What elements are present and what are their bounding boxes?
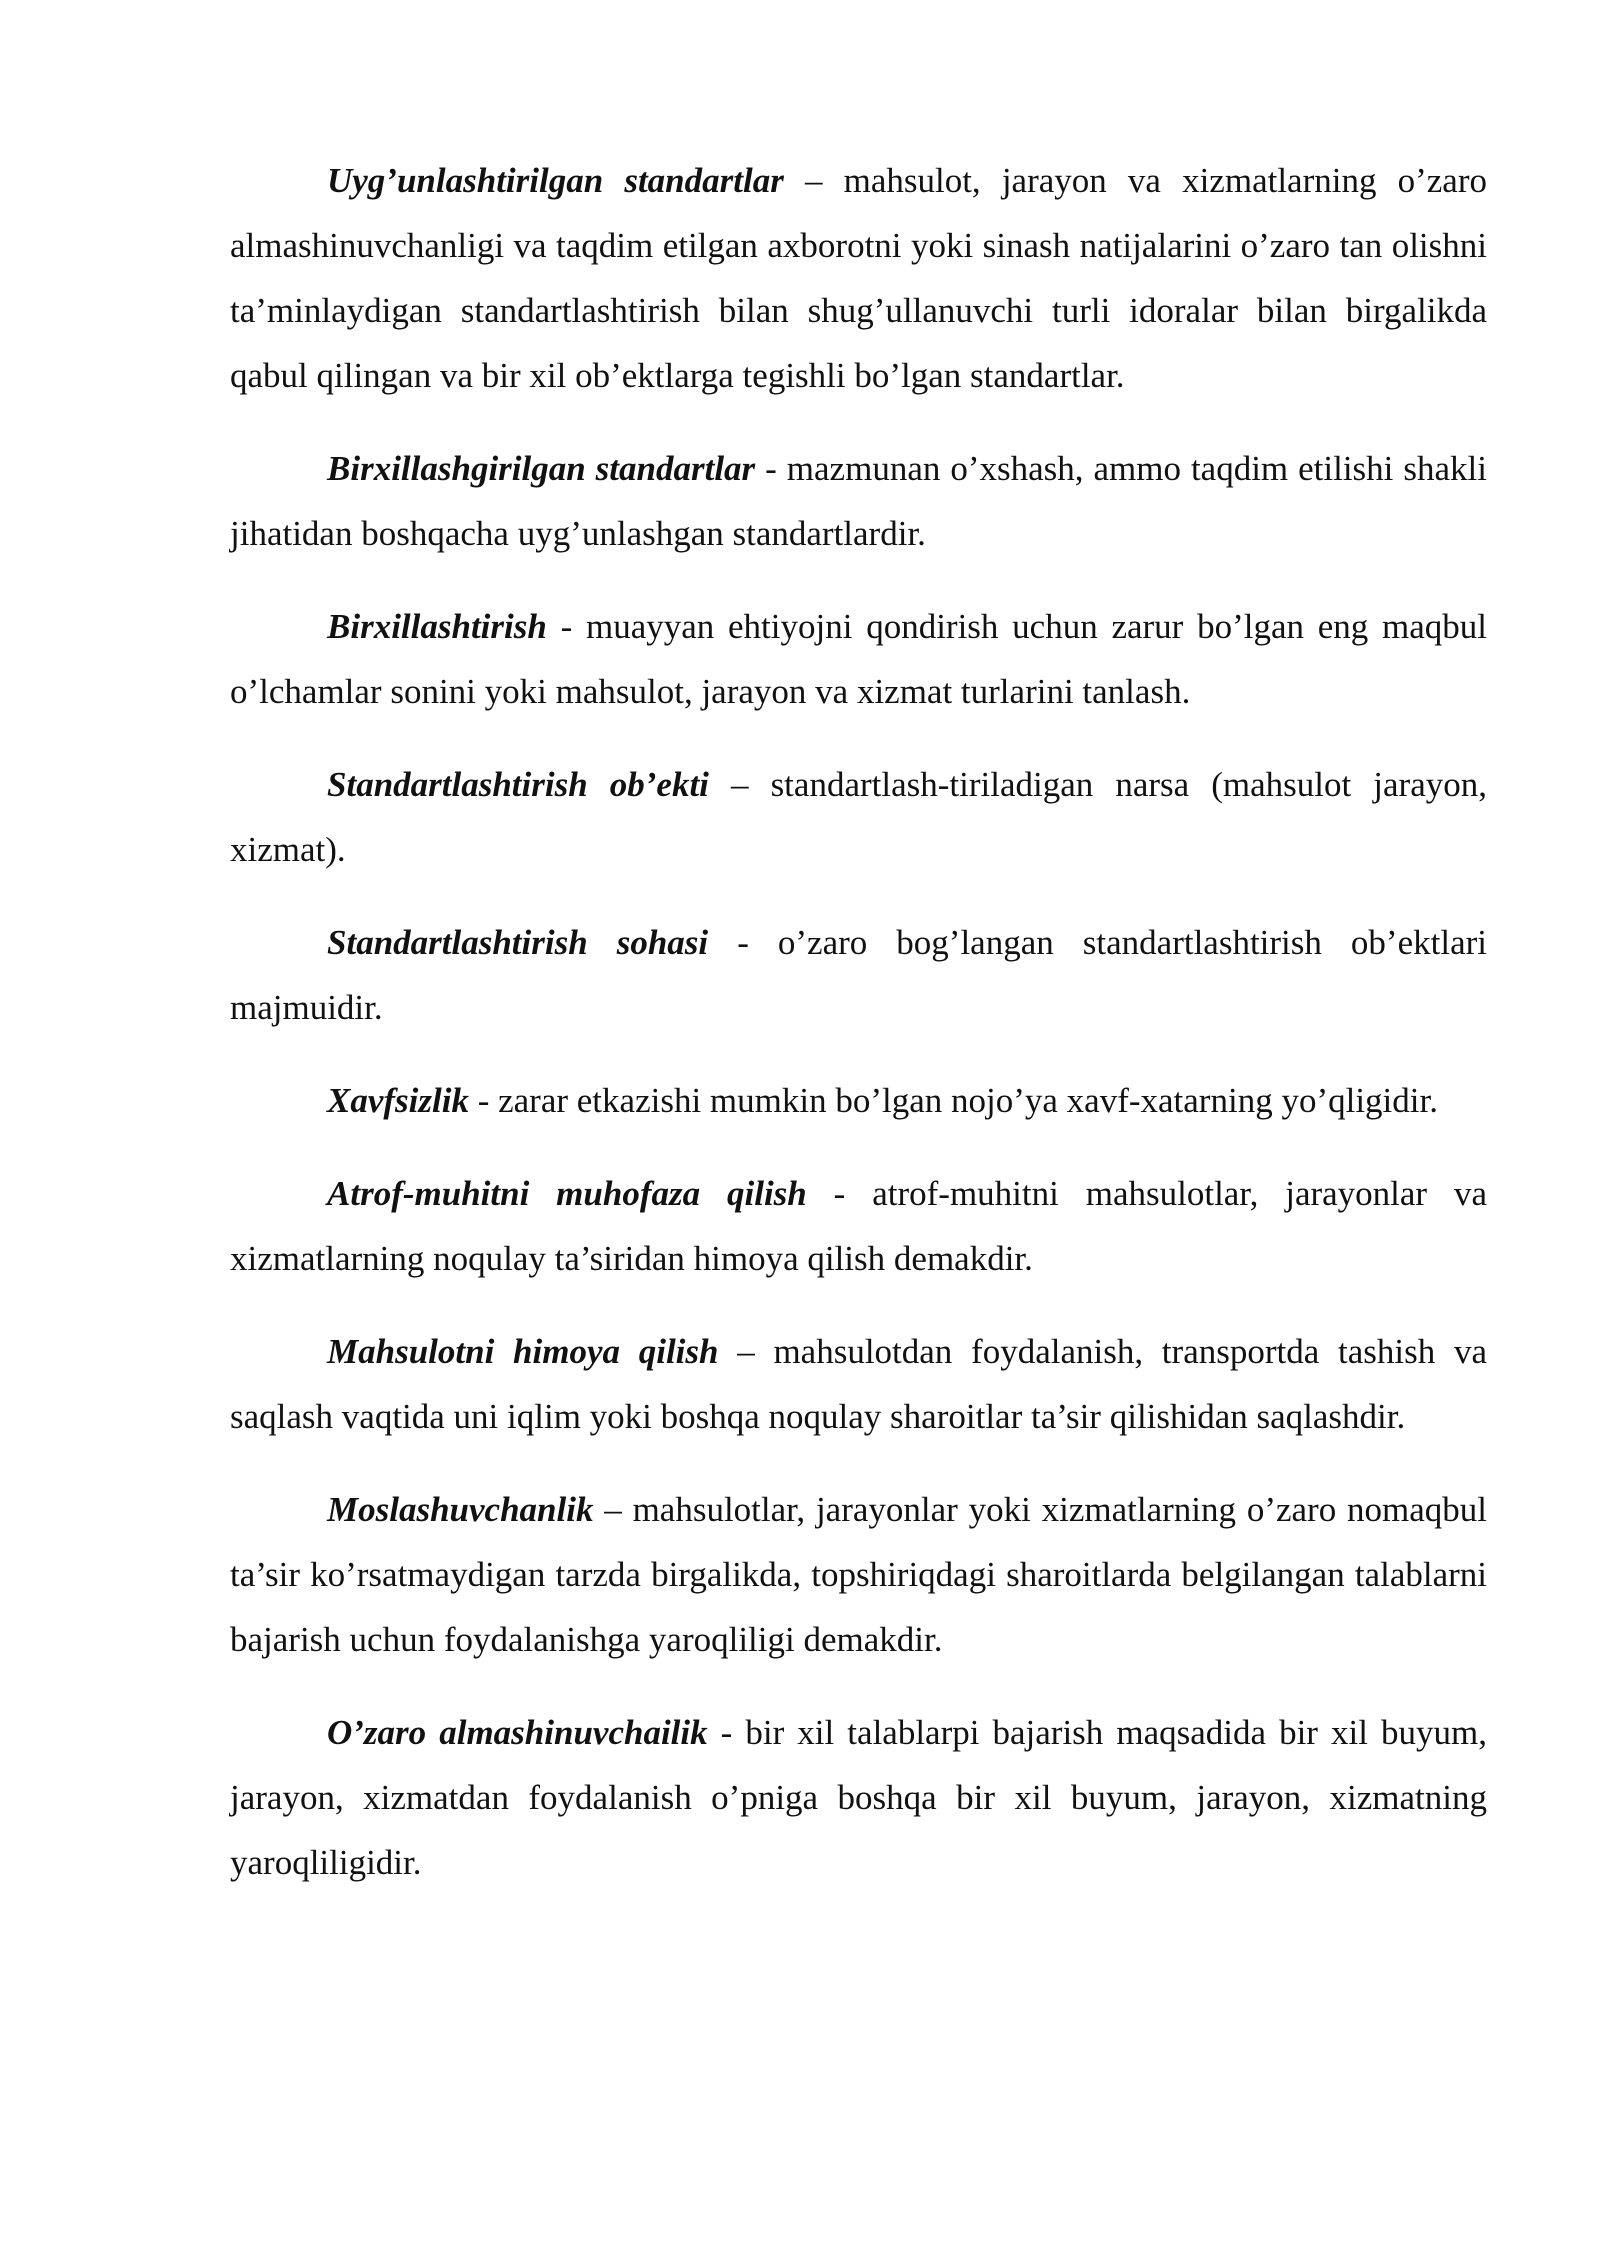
- definition-text: - bir xil talablarpi bajarish maqsadida bir xil buyum, jarayon, xizmatdan foydalanish o’pniga boshqa bir xil buyum, jarayon, xizmatning yaroqliligidir.: [230, 1713, 1487, 1882]
- definition-paragraph: [230, 594, 1487, 724]
- definition-text: – mahsulot, jarayon va xizmatlarning o’zaro almashinuvchanligi va taqdim etilgan axborotni yoki sinash natijalarini o’zaro tan olishni ta’minlaydigan standartlashtirish bilan shug’ullanuvchi turli idoralar bilan birgalikda qabul qilingan va bir xil ob’ektlarga tegishli bo’lgan standartlar.: [230, 161, 1487, 395]
- definition-term: Birxillashgirilgan standartlar: [327, 449, 756, 488]
- definition-term: Atrof-muhitni muhofaza qilish: [327, 1174, 807, 1213]
- definition-term: Birxillashtirish: [327, 607, 547, 646]
- definition-text: – standartlash-tiriladigan narsa (mahsulot jarayon, xizmat).: [230, 765, 1487, 869]
- definition-paragraph: [230, 436, 1487, 566]
- definition-text: - o’zaro bog’langan standartlashtirish ob’ektlari majmuidir.: [230, 923, 1487, 1027]
- definition-paragraph: [230, 1068, 1487, 1133]
- definition-paragraph: [230, 1319, 1487, 1449]
- definition-text: - mazmunan o’xshash, ammo taqdim etilishi shakli jihatidan boshqacha uyg’unlashgan standartlardir.: [230, 449, 1487, 553]
- definition-paragraph: [230, 148, 1487, 408]
- definition-paragraph: [230, 910, 1487, 1040]
- definition-term: Mahsulotni himoya qilish: [327, 1332, 719, 1371]
- definition-term: Standartlashtirish sohasi: [327, 923, 709, 962]
- definition-term: Xavfsizlik: [327, 1081, 469, 1120]
- definition-text: – mahsulotlar, jarayonlar yoki xizmatlarning o’zaro nomaqbul ta’sir ko’rsatmaydigan tarzda birgalikda, topshiriqdagi sharoitlarda belgilangan talablarni bajarish uchun foydalanishga yaroqliligi demakdir.: [230, 1490, 1487, 1659]
- definition-text: - muayyan ehtiyojni qondirish uchun zarur bo’lgan eng maqbul o’lchamlar sonini yoki mahsulot, jarayon va xizmat turlarini tanlash.: [230, 607, 1487, 711]
- definition-paragraph: [230, 1700, 1487, 1895]
- definition-term: Uyg’unlashtirilgan standartlar: [327, 161, 784, 200]
- definition-text: - atrof-muhitni mahsulotlar, jarayonlar va xizmatlarning noqulay ta’siridan himoya qilish demakdir.: [230, 1174, 1488, 1278]
- definition-paragraph: [230, 1161, 1487, 1291]
- definition-term: O’zaro almashinuvchailik: [327, 1713, 708, 1752]
- definition-text: – mahsulotdan foydalanish, transportda tashish va saqlash vaqtida uni iqlim yoki boshqa noqulay sharoitlar ta’sir qilishidan saqlashdir.: [230, 1332, 1487, 1436]
- definition-term: Standartlashtirish ob’ekti: [327, 765, 709, 804]
- definition-paragraph: [230, 752, 1487, 882]
- document-body: [230, 148, 1487, 1923]
- definition-term: Moslashuvchanlik: [327, 1490, 594, 1529]
- definition-text: - zarar etkazishi mumkin bo’lgan nojo’ya xavf-xatarning yo’qligidir.: [468, 1081, 1438, 1120]
- definition-paragraph: [230, 1477, 1487, 1672]
